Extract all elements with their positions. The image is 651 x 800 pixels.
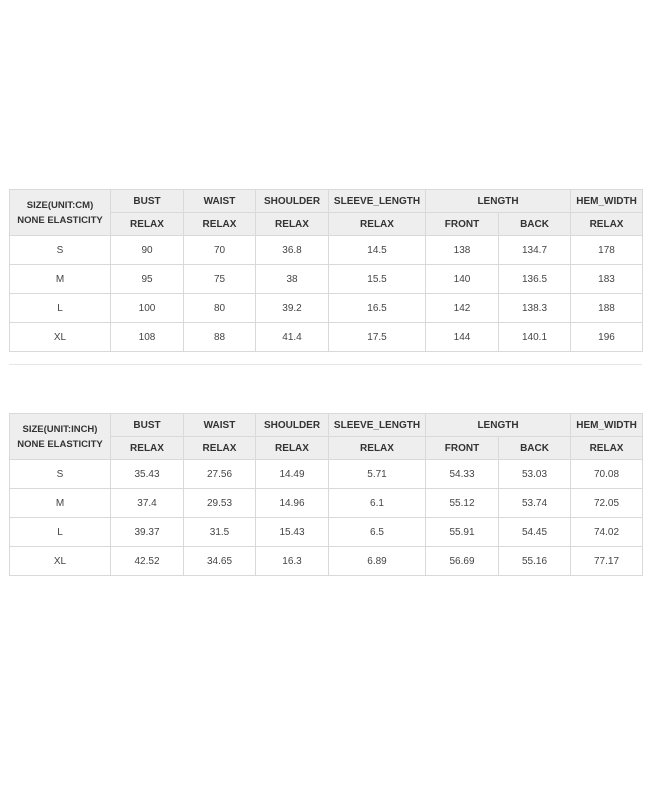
table-cell: 35.43 (111, 460, 184, 489)
table-cell: 53.03 (499, 460, 571, 489)
table-cell: 95 (111, 265, 184, 294)
sleeve-length-header: SLEEVE_LENGTH (329, 414, 426, 437)
size-cell: L (10, 518, 111, 547)
hem-width-subheader: RELAX (571, 437, 643, 460)
bust-header: BUST (111, 190, 184, 213)
table-cell: 14.5 (329, 236, 426, 265)
shoulder-subheader: RELAX (256, 437, 329, 460)
table-cell: 144 (426, 323, 499, 352)
table-row (10, 547, 643, 576)
table-cell: 39.37 (111, 518, 184, 547)
table-cell: 140.1 (499, 323, 571, 352)
table-row (10, 236, 643, 265)
table-row (10, 294, 643, 323)
table-cell: 142 (426, 294, 499, 323)
table-cell: 183 (571, 265, 643, 294)
size-cell: M (10, 489, 111, 518)
table-cell: 54.33 (426, 460, 499, 489)
header-row (10, 414, 643, 437)
table-cell: 14.49 (256, 460, 329, 489)
bust-header: BUST (111, 414, 184, 437)
table-cell: 134.7 (499, 236, 571, 265)
table-cell: 17.5 (329, 323, 426, 352)
size-unit-label: SIZE(UNIT:CM) (26, 199, 94, 211)
table-cell: 15.5 (329, 265, 426, 294)
length-front-subheader: FRONT (426, 437, 499, 460)
size-chart-inch (9, 413, 642, 576)
table-cell: 29.53 (184, 489, 256, 518)
size-table-cm (9, 189, 643, 352)
table-cell: 42.52 (111, 547, 184, 576)
table-cell: 70 (184, 236, 256, 265)
table-row (10, 518, 643, 547)
size-cell: M (10, 265, 111, 294)
length-front-subheader: FRONT (426, 213, 499, 236)
size-unit-label: SIZE(UNIT:INCH) (22, 423, 98, 435)
table-cell: 90 (111, 236, 184, 265)
size-column-header (10, 414, 111, 460)
table-cell: 14.96 (256, 489, 329, 518)
table-cell: 39.2 (256, 294, 329, 323)
table-cell: 6.5 (329, 518, 426, 547)
waist-subheader: RELAX (184, 213, 256, 236)
table-cell: 6.1 (329, 489, 426, 518)
waist-header: WAIST (184, 414, 256, 437)
shoulder-subheader: RELAX (256, 213, 329, 236)
table-cell: 55.16 (499, 547, 571, 576)
table-cell: 72.05 (571, 489, 643, 518)
table-cell: 41.4 (256, 323, 329, 352)
size-table-inch (9, 413, 643, 576)
section-divider (9, 364, 642, 365)
table-cell: 56.69 (426, 547, 499, 576)
table-cell: 55.12 (426, 489, 499, 518)
table-cell: 70.08 (571, 460, 643, 489)
table-cell: 140 (426, 265, 499, 294)
size-cell: L (10, 294, 111, 323)
length-header: LENGTH (426, 190, 571, 213)
table-cell: 188 (571, 294, 643, 323)
size-chart-cm (9, 189, 642, 352)
table-cell: 15.43 (256, 518, 329, 547)
sleeve-length-subheader: RELAX (329, 437, 426, 460)
hem-width-subheader: RELAX (571, 213, 643, 236)
sleeve-length-header: SLEEVE_LENGTH (329, 190, 426, 213)
table-cell: 31.5 (184, 518, 256, 547)
table-cell: 77.17 (571, 547, 643, 576)
table-cell: 136.5 (499, 265, 571, 294)
hem-width-header: HEM_WIDTH (571, 190, 643, 213)
table-cell: 27.56 (184, 460, 256, 489)
table-cell: 6.89 (329, 547, 426, 576)
length-back-subheader: BACK (499, 213, 571, 236)
table-cell: 55.91 (426, 518, 499, 547)
table-row (10, 265, 643, 294)
table-row (10, 323, 643, 352)
table-cell: 38 (256, 265, 329, 294)
size-cell: XL (10, 547, 111, 576)
table-cell: 5.71 (329, 460, 426, 489)
shoulder-header: SHOULDER (256, 414, 329, 437)
size-cell: XL (10, 323, 111, 352)
waist-subheader: RELAX (184, 437, 256, 460)
table-row (10, 489, 643, 518)
shoulder-header: SHOULDER (256, 190, 329, 213)
elasticity-label: NONE ELASTICITY (17, 214, 103, 226)
table-cell: 138 (426, 236, 499, 265)
size-column-header (10, 190, 111, 236)
table-cell: 37.4 (111, 489, 184, 518)
sleeve-length-subheader: RELAX (329, 213, 426, 236)
table-row (10, 460, 643, 489)
table-cell: 80 (184, 294, 256, 323)
bust-subheader: RELAX (111, 213, 184, 236)
table-cell: 34.65 (184, 547, 256, 576)
table-cell: 53.74 (499, 489, 571, 518)
table-cell: 74.02 (571, 518, 643, 547)
table-cell: 138.3 (499, 294, 571, 323)
table-cell: 54.45 (499, 518, 571, 547)
table-cell: 36.8 (256, 236, 329, 265)
elasticity-label: NONE ELASTICITY (17, 438, 103, 450)
table-cell: 108 (111, 323, 184, 352)
table-cell: 100 (111, 294, 184, 323)
size-cell: S (10, 460, 111, 489)
header-row (10, 190, 643, 213)
waist-header: WAIST (184, 190, 256, 213)
hem-width-header: HEM_WIDTH (571, 414, 643, 437)
length-back-subheader: BACK (499, 437, 571, 460)
table-cell: 178 (571, 236, 643, 265)
table-cell: 75 (184, 265, 256, 294)
length-header: LENGTH (426, 414, 571, 437)
size-cell: S (10, 236, 111, 265)
table-cell: 88 (184, 323, 256, 352)
table-cell: 196 (571, 323, 643, 352)
table-cell: 16.3 (256, 547, 329, 576)
bust-subheader: RELAX (111, 437, 184, 460)
table-cell: 16.5 (329, 294, 426, 323)
